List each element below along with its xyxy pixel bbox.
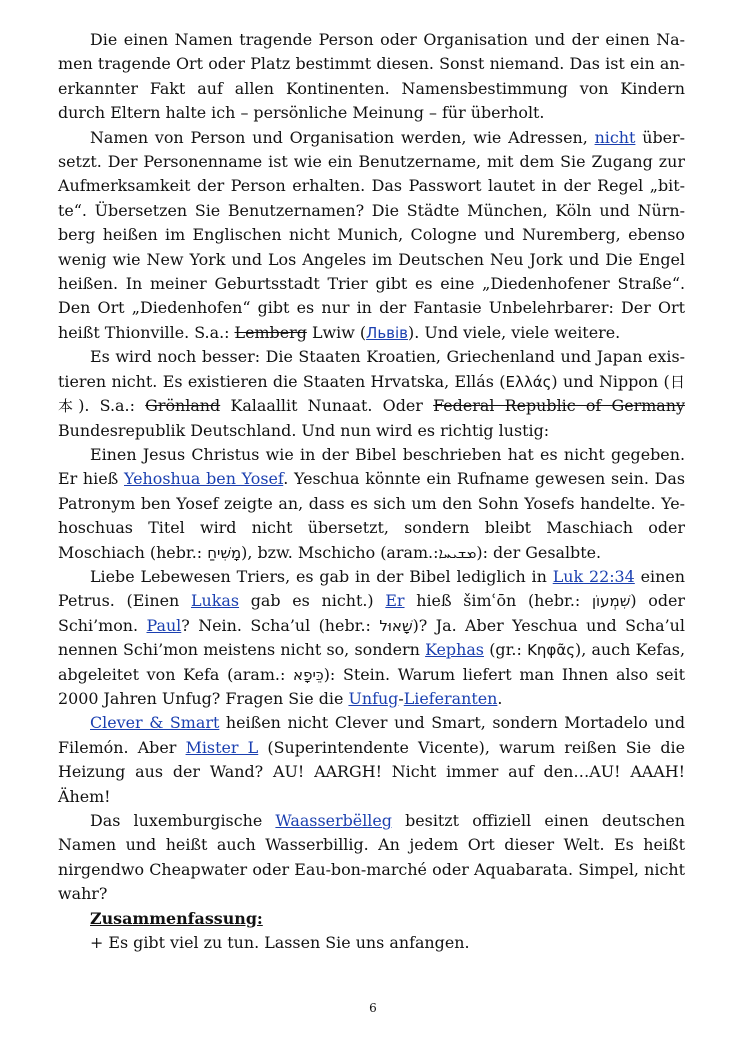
link-unfug[interactable]: Unfug [348, 688, 399, 708]
text: ), auch Kefas, abgeleitet von Kefa (aram.: [58, 640, 685, 684]
hebrew-maschiach: מָשִׁיחַ [207, 543, 242, 562]
text: ) und Nippon ( [551, 371, 670, 391]
syriac-mschicho: ܡܫܝܚܐ [438, 543, 477, 562]
paragraph-6 [58, 711, 685, 809]
summary-heading: Zusammenfassung: [90, 908, 263, 928]
text: )? Ja. Aber Yeschua und Scha’ul nennen Schi’mon meistens nicht so, sondern [58, 615, 685, 660]
paragraph-5 [58, 565, 685, 711]
text: ) oder Schi’mon. [58, 591, 685, 635]
text: ? Nein. Scha’ul (hebr.: [181, 615, 380, 635]
summary-bullet: + Es gibt viel zu tun. Lassen Sie uns anfangen. [90, 933, 470, 953]
link-luk-22-34[interactable]: Luk 22:34 [552, 566, 635, 586]
hebrew-shaul: שָׁאוּל [379, 616, 413, 635]
text: . Yeschua könnte ein Rufname gewesen sein. Das Patronym ben Yosef zeigte an, dass es sich um den Sohn Yosefs handelte. Yehoschuas Titel wird nicht übersetzt, sondern bleibt Maschiach oder Moschiach (hebr.: [58, 469, 686, 562]
link-lviv[interactable]: Львів [366, 323, 409, 342]
link-kephas[interactable]: Kephas [425, 640, 484, 660]
link-yehoshua[interactable]: Yehoshua ben Yosef [124, 469, 284, 489]
text: gab es nicht.) [239, 591, 386, 611]
text: Bundesrepublik Deutschland. Und nun wird es richtig lustig: [58, 420, 550, 440]
paragraph-3 [58, 345, 685, 443]
link-nicht[interactable]: nicht [594, 127, 636, 147]
document-page [58, 28, 685, 955]
text: . [497, 688, 503, 708]
greek-ellas: Ελλάς [505, 372, 552, 391]
text: Einen Jesus Christus wie in der Bibel beschrieben hat es nicht gegeben. Er hieß [58, 444, 685, 489]
text: Das luxemburgische [90, 811, 276, 830]
text: Kalaallit Nunaat. Oder [220, 396, 434, 416]
greek-kephas: Κηφᾶς [527, 641, 576, 660]
text: Namen von Person und Organisation werden, wie Adressen, [90, 127, 595, 147]
link-er[interactable]: Er [385, 591, 405, 611]
text: ): der Gesalbte. [476, 542, 602, 562]
struck-lemberg: Lemberg [234, 322, 307, 342]
paragraph-1: Die einen Namen tragende Person oder Organisation und der einen Namen tragende Ort oder Platz bestimmt diesen. Sonst niemand. Das ist ein anerkannter Fakt auf allen Kontinenten. Namensbestimmung von Kindern durch Eltern halte ich – persönliche Meinung – für überholt. [58, 30, 685, 123]
text: (Superintendente Vicente), warum reißen Sie die Heizung aus der Wand? AU! AARGH! Nicht immer auf den…AU! AAAH! Ähem! [58, 737, 686, 806]
text: Es wird noch besser: Die Staaten Kroatien, Griechenland und Japan existieren nicht. Es existieren die Staaten Hrvatska, Ellás ( [58, 347, 685, 391]
link-lukas[interactable]: Lukas [190, 591, 240, 611]
paragraph-4 [58, 443, 685, 565]
text: hieß šimʿōn (hebr.: [404, 591, 592, 611]
text: - [398, 688, 404, 708]
link-lieferanten[interactable]: Lieferanten [403, 688, 498, 708]
link-clever-smart[interactable]: Clever & Smart [90, 713, 220, 733]
text: einen Petrus. (Einen [58, 566, 685, 611]
paragraph-2 [58, 126, 685, 346]
text: Liebe Lebewesen Triers, es gab in der Bibel lediglich in [90, 566, 553, 586]
text: Lwiw ( [306, 322, 367, 342]
paragraph-7 [58, 809, 685, 907]
text: (gr.: [483, 640, 528, 660]
aramaic-kefa: כֵּיפָא [293, 665, 324, 684]
text: ). S.a.: [78, 396, 146, 416]
hebrew-simon: שִׁמְעוֹן [591, 592, 631, 611]
text: ). Und viele, viele weitere. [408, 322, 621, 342]
link-waasserbelleg[interactable]: Waasserbëlleg [275, 811, 392, 830]
text: übersetzt. Der Personenname ist wie ein Benutzername, mit dem Sie Zugang zur Aufmerksamkeit der Person erhalten. Das Passwort lautet in der Regel „bitte“. Übersetzen Sie Benutzernamen? Die Städte München, Köln und Nürnberg heißen im Englischen nicht Munich, Cologne und Nuremberg, ebenso wenig wie New York und Los Angeles im Deutschen Neu Jork und Die Engel heißen. In meiner Geburtsstadt Trier gibt es eine „Diedenhofener Straße“. Den Ort „Diedenhofen“ gibt es nur in der Fantasie Unbelehrbarer: Der Ort heißt Thionville. S.a.: [58, 127, 685, 342]
page-number: 6 [369, 1001, 377, 1015]
link-mister-l[interactable]: Mister L [185, 737, 259, 757]
struck-federal-republic: Federal Republic of Germany [433, 396, 685, 416]
link-paul[interactable]: Paul [146, 615, 182, 635]
struck-groenland: Grönland [145, 396, 221, 416]
text: besitzt offiziell einen deutschen Namen und heißt auch Wasserbillig. An jedem Ort dieser Welt. Es heißt nirgendwo Cheapwater oder Eau-bon-marché oder Aquabarata. Simpel, nicht wahr? [58, 811, 686, 904]
text: heißen nicht Clever und Smart, sondern Mortadelo und Filemón. Aber [58, 713, 686, 757]
japanese-nippon: 日本 [58, 372, 685, 416]
text: ): Stein. Warum liefert man Ihnen also seit 2000 Jahren Unfug? Fragen Sie die [58, 664, 685, 708]
text: ), bzw. Mschicho (aram.: [241, 542, 439, 562]
